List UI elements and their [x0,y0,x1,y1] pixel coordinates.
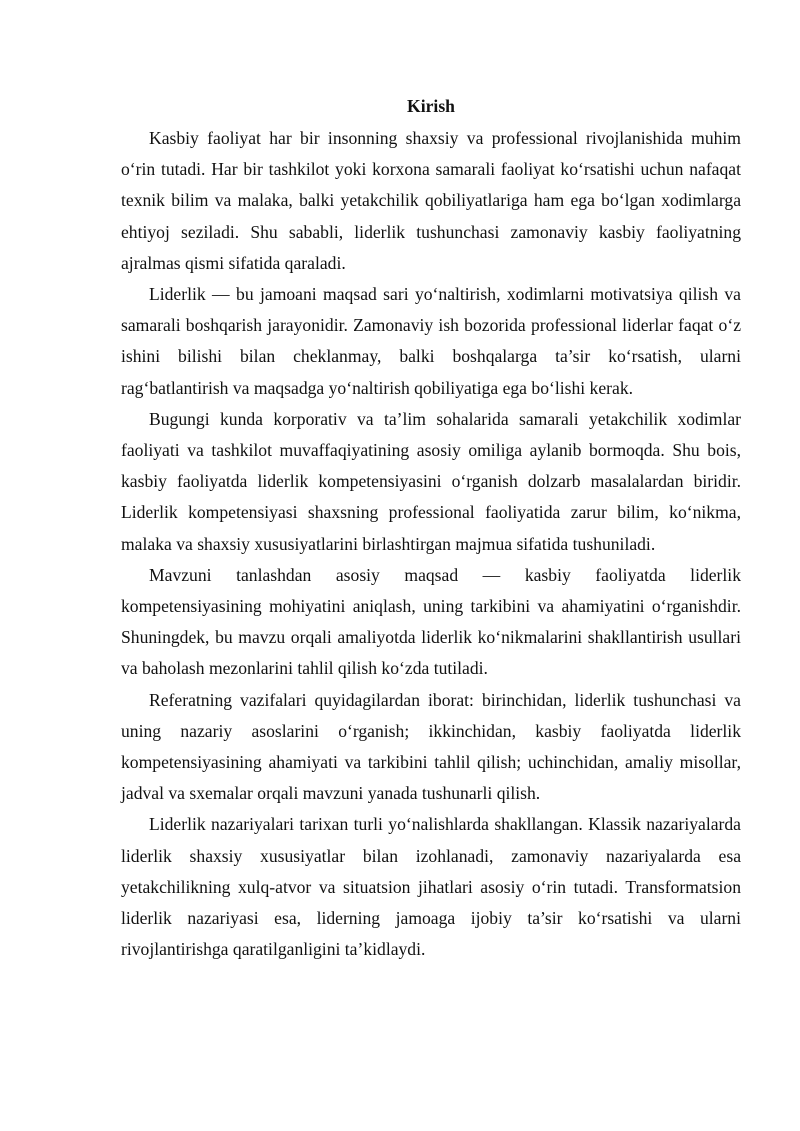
paragraph-4: Mavzuni tanlashdan asosiy maqsad — kasbiy faoliyatda liderlik kompetensiyasining mohiyatini aniqlash, uning tarkibini va ahamiyatini o‘rganishdir. Shuningdek, bu mavzu orqali amaliyotda liderlik ko‘nikmalarini shakllantirish usullari va baholash mezonlarini tahlil qilish ko‘zda tutiladi. [121,564,741,679]
document-page [121,93,741,965]
paragraph-5: Referatning vazifalari quyidagilardan iborat: birinchidan, liderlik tushunchasi va uning nazariy asoslarini o‘rganish; ikkinchidan, kasbiy faoliyatda liderlik kompetensiyasining ahamiyati va tarkibini tahlil qilish; uchinchidan, amaliy misollar, jadval va sxemalar orqali mavzuni yanada tushunarli qilish. [121,689,741,804]
document-title: Kirish [407,96,455,116]
paragraph-6: Liderlik nazariyalari tarixan turli yo‘nalishlarda shakllangan. Klassik nazariyalarda liderlik shaxsiy xususiyatlar bilan izohlanadi, zamonaviy nazariyalarda esa yetakchilikning xulq-atvor va situatsion jihatlari asosiy o‘rin tutadi. Transformatsion liderlik nazariyasi esa, liderning jamoaga ijobiy ta’sir ko‘rsatishi va ularni rivojlantirishga qaratilganligini ta’kidlaydi. [121,814,741,960]
paragraph-1: Kasbiy faoliyat har bir insonning shaxsiy va professional rivojlanishida muhim o‘rin tutadi. Har bir tashkilot yoki korxona samarali faoliyat ko‘rsatishi uchun nafaqat texnik bilim va malaka, balki yetakchilik qobiliyatlariga ham ega bo‘lgan xodimlarga ehtiyoj seziladi. Shu sababli, liderlik tushunchasi zamonaviy kasbiy faoliyatning ajralmas qismi sifatida qaraladi. [121,128,741,273]
paragraph-2: Liderlik — bu jamoani maqsad sari yo‘naltirish, xodimlarni motivatsiya qilish va samarali boshqarish jarayonidir. Zamonaviy ish bozorida professional liderlar faqat o‘z ishini bilishi bilan cheklanmay, balki boshqalarga ta’sir ko‘rsatish, ularni rag‘batlantirish va maqsadga yo‘naltirish qobiliyatiga ega bo‘lishi kerak. [121,284,741,398]
paragraph-3: Bugungi kunda korporativ va ta’lim sohalarida samarali yetakchilik xodimlar faoliyati va tashkilot muvaffaqiyatining asosiy omiliga aylanib bormoqda. Shu bois, kasbiy faoliyatda liderlik kompetensiyasini o‘rganish dolzarb masalalardan biridir. Liderlik kompetensiyasi shaxsning professional faoliyatida zarur bilim, ko‘nikma, malaka va shaxsiy xususiyatlarini birlashtirgan majmua sifatida tushuniladi. [121,408,741,554]
